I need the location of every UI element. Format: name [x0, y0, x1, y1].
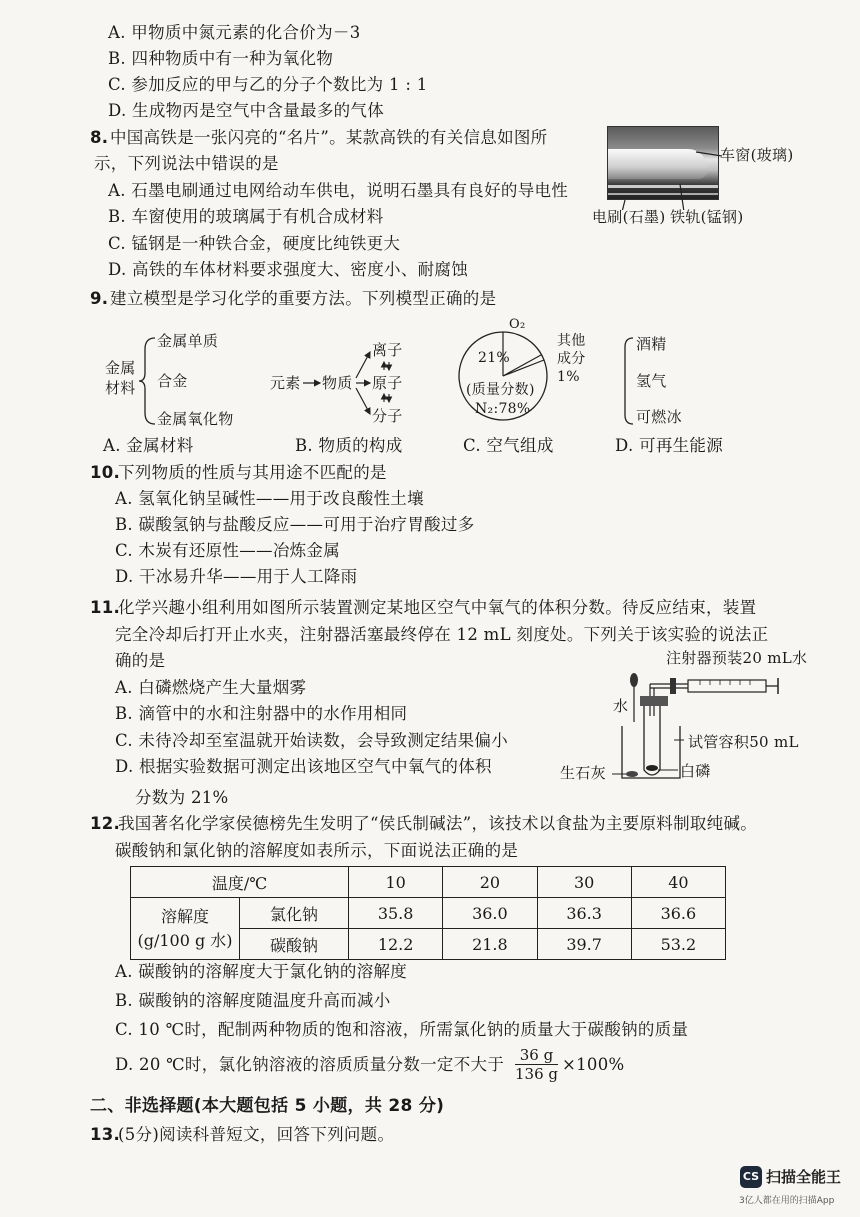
q11-option-d-line1: D. 根据实验数据可测定出该地区空气中氧气的体积: [115, 757, 492, 776]
q10-option-a: A. 氢氧化钠呈碱性——用于改良酸性土壤: [115, 489, 424, 508]
table-cell: 53.2: [631, 929, 725, 960]
table-solubility-label: 溶解度 (g/100 g 水): [131, 898, 240, 960]
q11-option-d-line2: 分数为 21%: [135, 788, 229, 807]
model-b-substance: 物质: [322, 374, 353, 392]
q7-option-a: A. 甲物质中氮元素的化合价为－3: [108, 23, 361, 42]
table-cell: 21.8: [443, 929, 537, 960]
q12-option-d-suffix: ×100%: [562, 1055, 625, 1074]
q7-option-b: B. 四种物质中有一种为氧化物: [108, 49, 334, 68]
q13-stem: (5分)阅读科普短文，回答下列问题。: [118, 1125, 395, 1144]
fraction-denominator: 136 g: [515, 1065, 559, 1083]
table-cell: 36.0: [443, 898, 537, 929]
model-b-atom: 原子: [372, 374, 403, 392]
label-test-tube-volume: 试管容积50 mL: [688, 733, 799, 751]
q8-stem-line2: 示，下列说法中错误的是: [94, 154, 279, 173]
q11-stem-line2: 完全冷却后打开止水夹，注射器活塞最终停在 12 mL 刻度处。下列关于该实验的说法正: [115, 625, 769, 644]
q8-option-b: B. 车窗使用的玻璃属于有机合成材料: [108, 207, 384, 226]
table-header-cell: 40: [631, 867, 725, 898]
model-c-mass-fraction: (质量分数): [466, 382, 535, 398]
model-c-o2-label: O₂: [509, 317, 526, 332]
q11-stem-line1: 化学兴趣小组利用如图所示装置测定某地区空气中氧气的体积分数。待反应结束，装置: [118, 598, 757, 617]
table-cell: 36.6: [631, 898, 725, 929]
model-d-bracket: [621, 335, 635, 427]
model-d-item-2: 氢气: [636, 372, 667, 390]
q10-option-d: D. 干冰易升华——用于人工降雨: [115, 567, 358, 586]
camscanner-name: 扫描全能王: [766, 1168, 842, 1186]
table-header-temp: 温度/℃: [131, 867, 349, 898]
q12-option-b: B. 碳酸钠的溶解度随温度升高而减小: [115, 991, 391, 1010]
q9-option-a: A. 金属材料: [103, 436, 194, 455]
section-2-heading: 二、非选择题(本大题包括 5 小题，共 28 分): [90, 1096, 445, 1116]
q12-stem-line2: 碳酸钠和氯化钠的溶解度如表所示，下面说法正确的是: [115, 841, 519, 860]
label-train-window: 车窗(玻璃): [720, 146, 794, 164]
q8-option-a: A. 石墨电刷通过电网给动车供电，说明石墨具有良好的导电性: [108, 181, 569, 200]
q9-option-b: B. 物质的构成: [295, 436, 403, 455]
model-a-title-1: 金属: [105, 359, 136, 377]
q12-option-d-fraction: [515, 1046, 558, 1083]
model-c-other-2: 成分: [557, 351, 586, 367]
label-quicklime: 生石灰: [560, 764, 606, 782]
q7-option-d: D. 生成物丙是空气中含量最多的气体: [108, 101, 385, 120]
model-b-arrows: [300, 340, 410, 430]
q9-option-d: D. 可再生能源: [615, 436, 724, 455]
table-cell: 39.7: [537, 929, 631, 960]
table-header-cell: 30: [537, 867, 631, 898]
q13-number: 13.: [90, 1125, 121, 1144]
model-c-n2-label: N₂:78%: [475, 401, 531, 417]
model-a-brace: [137, 335, 159, 427]
q11-number: 11.: [90, 598, 121, 617]
model-b-ion: 离子: [372, 341, 403, 359]
q12-number: 12.: [90, 814, 121, 833]
q11-option-a: A. 白磷燃烧产生大量烟雾: [115, 678, 307, 697]
table-header-cell: 20: [443, 867, 537, 898]
model-c-o2-percent: 21%: [478, 350, 511, 366]
fraction-numerator: 36 g: [515, 1046, 558, 1065]
table-header-cell: 10: [349, 867, 443, 898]
q8-option-c: C. 锰钢是一种铁合金，硬度比纯铁更大: [108, 234, 401, 253]
model-d-item-3: 可燃冰: [636, 408, 682, 426]
model-a-item-3: 金属氧化物: [157, 410, 234, 428]
q12-option-a: A. 碳酸钠的溶解度大于氯化钠的溶解度: [115, 962, 408, 981]
table-row: [131, 867, 726, 898]
solubility-table: [130, 866, 726, 960]
label-mn-steel-rail: 铁轨(锰钢): [670, 208, 744, 226]
train-photo-leaders: [600, 120, 740, 210]
model-b-molecule: 分子: [372, 407, 403, 425]
table-cell: 36.3: [537, 898, 631, 929]
q10-option-b: B. 碳酸氢钠与盐酸反应——可用于治疗胃酸过多: [115, 515, 475, 534]
table-nacl-name: 氯化钠: [240, 898, 349, 929]
model-d-item-1: 酒精: [636, 335, 667, 353]
label-water-dropper: 水: [613, 697, 629, 715]
table-cell: 12.2: [349, 929, 443, 960]
model-a-item-1: 金属单质: [157, 332, 219, 350]
label-graphite-brush: 电刷(石墨): [592, 208, 666, 226]
label-white-phosphorus: 白磷: [680, 762, 711, 780]
model-a-item-2: 合金: [157, 372, 188, 390]
table-cell: 35.8: [349, 898, 443, 929]
q10-option-c: C. 木炭有还原性——冶炼金属: [115, 541, 341, 560]
table-na2co3-name: 碳酸钠: [240, 929, 349, 960]
model-b-element: 元素: [270, 374, 301, 392]
q12-stem-line1: 我国著名化学家侯德榜先生发明了“侯氏制碱法”，该技术以食盐为主要原料制取纯碱。: [118, 814, 758, 833]
camscanner-logo: CS: [740, 1166, 762, 1188]
q11-stem-line3: 确的是: [115, 651, 166, 670]
q8-number: 8.: [90, 128, 109, 147]
q12-option-d-text: D. 20 ℃时，氯化钠溶液的溶质质量分数一定不大于: [115, 1055, 505, 1074]
q7-option-c: C. 参加反应的甲与乙的分子个数比为 1 : 1: [108, 75, 428, 94]
model-a-title-2: 材料: [105, 379, 136, 397]
q9-option-c: C. 空气组成: [463, 436, 554, 455]
q11-option-b: B. 滴管中的水和注射器中的水作用相同: [115, 704, 408, 723]
q12-option-c: C. 10 ℃时，配制两种物质的饱和溶液，所需氯化钠的质量大于碳酸钠的质量: [115, 1020, 689, 1039]
table-row: [131, 898, 726, 929]
q8-stem-line1: 中国高铁是一张闪亮的“名片”。某款高铁的有关信息如图所: [110, 128, 548, 147]
q9-stem: 建立模型是学习化学的重要方法。下列模型正确的是: [110, 289, 497, 308]
model-c-other-percent: 1%: [557, 369, 580, 385]
q11-option-c: C. 未待冷却至室温就开始读数，会导致测定结果偏小: [115, 731, 509, 750]
q8-option-d: D. 高铁的车体材料要求强度大、密度小、耐腐蚀: [108, 260, 469, 279]
camscanner-slogan: 3亿人都在用的扫描App: [739, 1196, 835, 1206]
q9-number: 9.: [90, 289, 109, 308]
q10-number: 10.: [90, 463, 121, 482]
model-c-other-1: 其他: [557, 333, 586, 349]
label-syringe: 注射器预装20 mL水: [666, 649, 808, 667]
q10-stem: 下列物质的性质与其用途不匹配的是: [118, 463, 387, 482]
